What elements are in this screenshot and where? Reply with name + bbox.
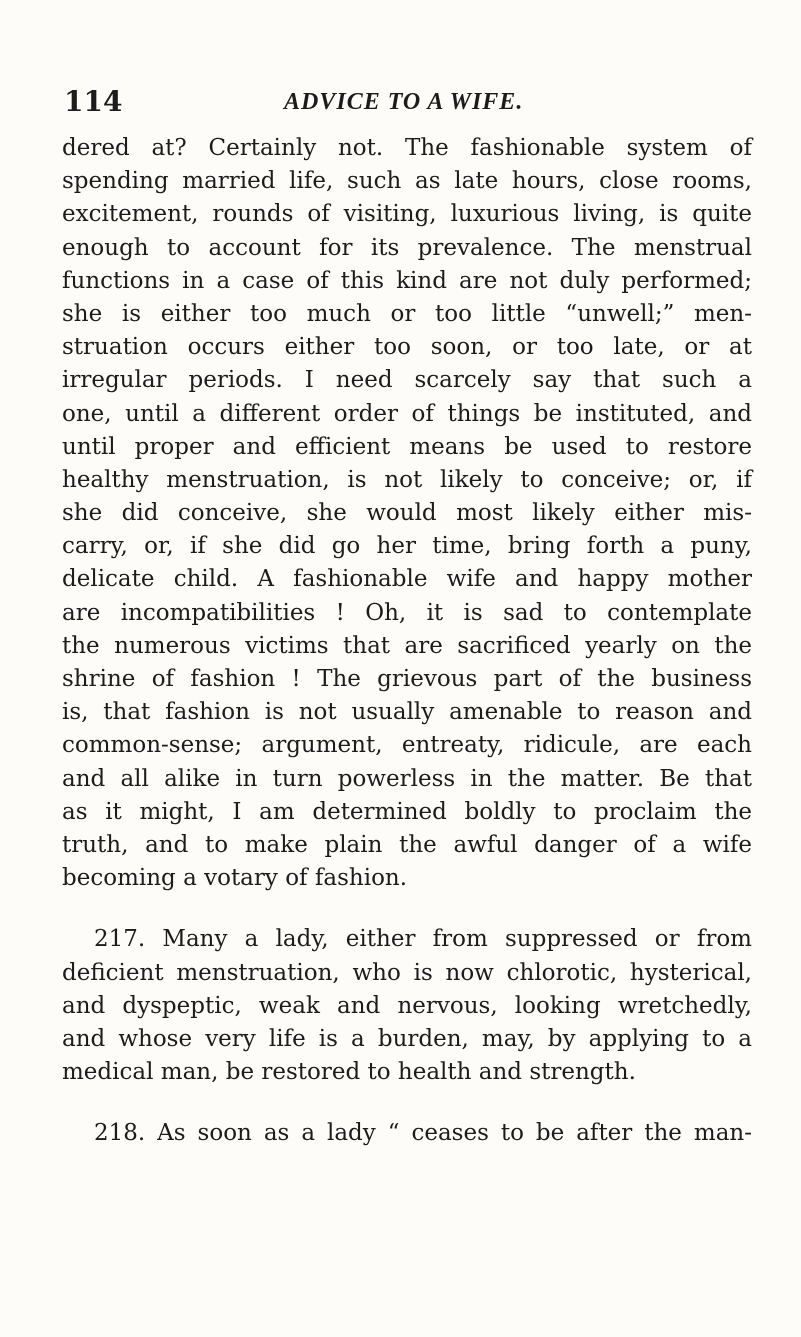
paragraph-217 bbox=[62, 923, 752, 1089]
text-line: is, that fashion is not usually amenable to reason and bbox=[62, 699, 752, 726]
text-line: enough to account for its prevalence. The menstrual bbox=[62, 234, 752, 261]
text-line: common-sense; argument, entreaty, ridicule, are each bbox=[62, 732, 752, 759]
text-line: struation occurs either too soon, or too late, or at bbox=[62, 334, 752, 361]
text-line: carry, or, if she did go her time, bring forth a puny, bbox=[62, 533, 752, 560]
body-text bbox=[62, 132, 752, 1150]
running-title: ADVICE TO A WIFE. bbox=[284, 89, 524, 115]
text-line: and all alike in turn powerless in the matter. Be that bbox=[62, 765, 752, 792]
text-line: functions in a case of this kind are not duly performed; bbox=[62, 267, 752, 294]
text-line: are incompatibilities ! Oh, it is sad to contemplate bbox=[62, 599, 752, 626]
paragraph-1 bbox=[62, 132, 752, 895]
text-line: medical man, be restored to health and strength. bbox=[62, 1059, 636, 1086]
text-line: 218. As soon as a lady “ ceases to be after the man- bbox=[94, 1120, 752, 1147]
text-line: delicate child. A fashionable wife and happy mother bbox=[62, 566, 752, 593]
text-line: dered at? Certainly not. The fashionable system of bbox=[62, 135, 752, 161]
text-line: until proper and efficient means be used to restore bbox=[62, 433, 752, 460]
text-line: and dyspeptic, weak and nervous, looking wretchedly, bbox=[62, 992, 752, 1019]
text-line: as it might, I am determined boldly to proclaim the bbox=[62, 798, 752, 825]
text-line: shrine of fashion ! The grievous part of the business bbox=[62, 666, 752, 692]
running-head bbox=[64, 86, 744, 118]
text-line: healthy menstruation, is not likely to conceive; or, if bbox=[62, 466, 752, 493]
paragraph-gap bbox=[62, 895, 752, 923]
paragraph-gap bbox=[62, 1089, 752, 1117]
text-line: 217. Many a lady, either from suppressed or from bbox=[94, 926, 752, 953]
text-line: deficient menstruation, who is now chlorotic, hysterical, bbox=[62, 959, 752, 986]
paragraph-218 bbox=[62, 1117, 752, 1150]
text-line: one, until a different order of things be instituted, and bbox=[62, 400, 752, 427]
text-line: truth, and to make plain the awful danger of a wife bbox=[62, 831, 752, 858]
text-line: spending married life, such as late hours, close rooms, bbox=[62, 168, 752, 195]
text-line: she did conceive, she would most likely either mis- bbox=[62, 500, 752, 527]
text-line: becoming a votary of fashion. bbox=[62, 865, 408, 892]
text-line: the numerous victims that are sacrificed yearly on the bbox=[62, 632, 752, 659]
text-line: she is either too much or too little “unwell;” men- bbox=[62, 300, 752, 327]
text-line: excitement, rounds of visiting, luxurious living, is quite bbox=[62, 201, 752, 228]
text-line: and whose very life is a burden, may, by applying to a bbox=[62, 1025, 752, 1052]
text-line: irregular periods. I need scarcely say that such a bbox=[62, 367, 752, 394]
page-number: 114 bbox=[64, 85, 123, 118]
